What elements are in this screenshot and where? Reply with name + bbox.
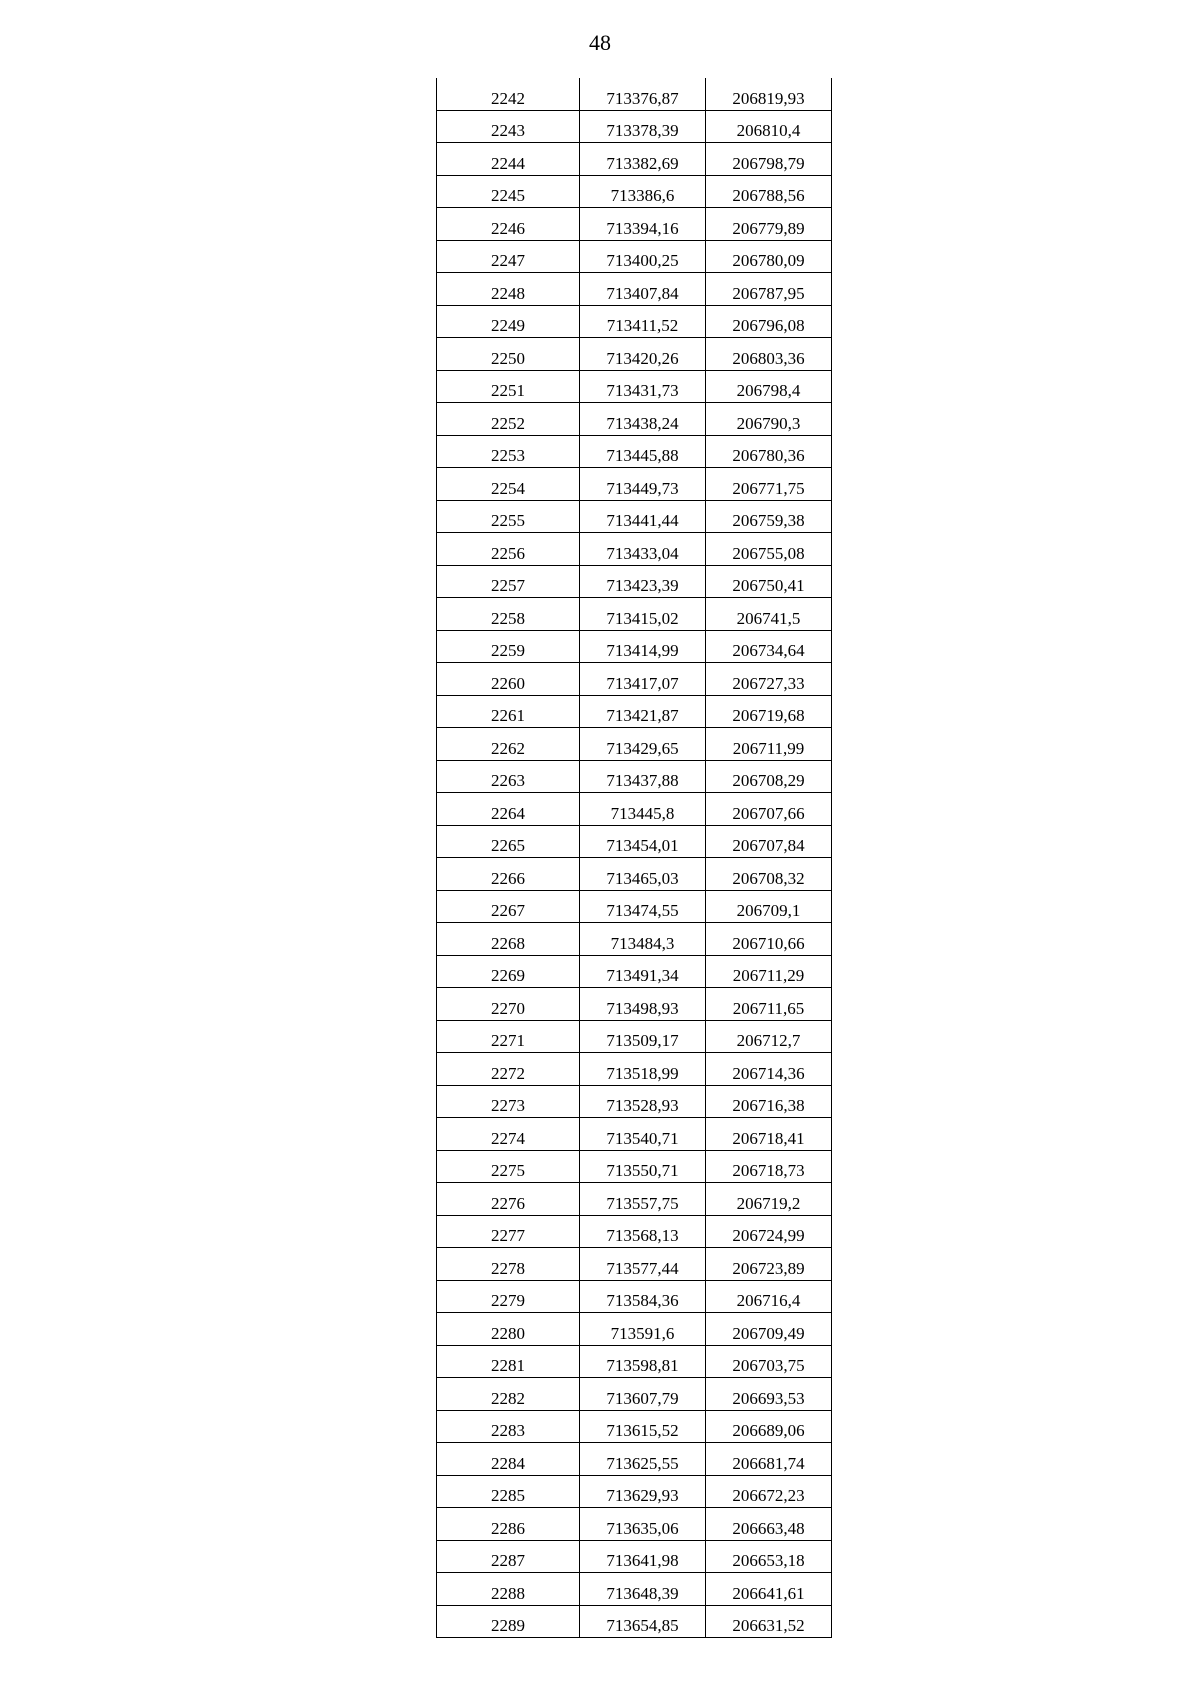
table-row <box>437 435 832 468</box>
point-number-cell: 2262 <box>437 728 580 761</box>
point-number-cell: 2270 <box>437 988 580 1021</box>
y-coordinate-cell: 206716,38 <box>706 1085 832 1118</box>
x-coordinate-cell: 713433,04 <box>580 533 706 566</box>
point-number-cell: 2254 <box>437 468 580 501</box>
table-row <box>437 403 832 436</box>
y-coordinate-cell: 206798,79 <box>706 143 832 176</box>
point-number-cell: 2279 <box>437 1280 580 1313</box>
y-coordinate-cell: 206719,2 <box>706 1183 832 1216</box>
point-number-cell: 2252 <box>437 403 580 436</box>
y-coordinate-cell: 206711,65 <box>706 988 832 1021</box>
table-row <box>437 1345 832 1378</box>
point-number-cell: 2272 <box>437 1053 580 1086</box>
point-number-cell: 2278 <box>437 1248 580 1281</box>
y-coordinate-cell: 206718,41 <box>706 1118 832 1151</box>
y-coordinate-cell: 206711,29 <box>706 955 832 988</box>
point-number-cell: 2271 <box>437 1020 580 1053</box>
y-coordinate-cell: 206708,29 <box>706 760 832 793</box>
y-coordinate-cell: 206703,75 <box>706 1345 832 1378</box>
table-row <box>437 890 832 923</box>
y-coordinate-cell: 206819,93 <box>706 78 832 110</box>
table-row <box>437 598 832 631</box>
table-row <box>437 565 832 598</box>
y-coordinate-cell: 206718,73 <box>706 1150 832 1183</box>
table-row <box>437 1150 832 1183</box>
point-number-cell: 2276 <box>437 1183 580 1216</box>
x-coordinate-cell: 713625,55 <box>580 1443 706 1476</box>
table-row <box>437 1215 832 1248</box>
table-row <box>437 1313 832 1346</box>
x-coordinate-cell: 713474,55 <box>580 890 706 923</box>
x-coordinate-cell: 713509,17 <box>580 1020 706 1053</box>
table-row <box>437 1280 832 1313</box>
point-number-cell: 2256 <box>437 533 580 566</box>
x-coordinate-cell: 713648,39 <box>580 1573 706 1606</box>
table-row <box>437 1248 832 1281</box>
table-row <box>437 1573 832 1606</box>
y-coordinate-cell: 206780,09 <box>706 240 832 273</box>
y-coordinate-cell: 206714,36 <box>706 1053 832 1086</box>
x-coordinate-cell: 713465,03 <box>580 858 706 891</box>
x-coordinate-cell: 713423,39 <box>580 565 706 598</box>
table-row <box>437 1443 832 1476</box>
x-coordinate-cell: 713437,88 <box>580 760 706 793</box>
point-number-cell: 2273 <box>437 1085 580 1118</box>
y-coordinate-cell: 206780,36 <box>706 435 832 468</box>
table-row <box>437 240 832 273</box>
table-row <box>437 338 832 371</box>
x-coordinate-cell: 713411,52 <box>580 305 706 338</box>
y-coordinate-cell: 206724,99 <box>706 1215 832 1248</box>
y-coordinate-cell: 206810,4 <box>706 110 832 143</box>
y-coordinate-cell: 206708,32 <box>706 858 832 891</box>
y-coordinate-cell: 206803,36 <box>706 338 832 371</box>
y-coordinate-cell: 206693,53 <box>706 1378 832 1411</box>
y-coordinate-cell: 206798,4 <box>706 370 832 403</box>
x-coordinate-cell: 713414,99 <box>580 630 706 663</box>
y-coordinate-cell: 206653,18 <box>706 1540 832 1573</box>
x-coordinate-cell: 713400,25 <box>580 240 706 273</box>
x-coordinate-cell: 713441,44 <box>580 500 706 533</box>
y-coordinate-cell: 206788,56 <box>706 175 832 208</box>
point-number-cell: 2260 <box>437 663 580 696</box>
y-coordinate-cell: 206707,66 <box>706 793 832 826</box>
point-number-cell: 2259 <box>437 630 580 663</box>
point-number-cell: 2257 <box>437 565 580 598</box>
point-number-cell: 2281 <box>437 1345 580 1378</box>
y-coordinate-cell: 206723,89 <box>706 1248 832 1281</box>
point-number-cell: 2285 <box>437 1475 580 1508</box>
y-coordinate-cell: 206787,95 <box>706 273 832 306</box>
x-coordinate-cell: 713584,36 <box>580 1280 706 1313</box>
y-coordinate-cell: 206709,49 <box>706 1313 832 1346</box>
y-coordinate-cell: 206716,4 <box>706 1280 832 1313</box>
x-coordinate-cell: 713438,24 <box>580 403 706 436</box>
y-coordinate-cell: 206727,33 <box>706 663 832 696</box>
point-number-cell: 2251 <box>437 370 580 403</box>
table-row <box>437 175 832 208</box>
x-coordinate-cell: 713641,98 <box>580 1540 706 1573</box>
x-coordinate-cell: 713484,3 <box>580 923 706 956</box>
x-coordinate-cell: 713598,81 <box>580 1345 706 1378</box>
y-coordinate-cell: 206759,38 <box>706 500 832 533</box>
table-row <box>437 1475 832 1508</box>
table-row <box>437 728 832 761</box>
y-coordinate-cell: 206790,3 <box>706 403 832 436</box>
x-coordinate-cell: 713420,26 <box>580 338 706 371</box>
point-number-cell: 2277 <box>437 1215 580 1248</box>
y-coordinate-cell: 206672,23 <box>706 1475 832 1508</box>
x-coordinate-cell: 713431,73 <box>580 370 706 403</box>
table-row <box>437 208 832 241</box>
point-number-cell: 2263 <box>437 760 580 793</box>
x-coordinate-cell: 713417,07 <box>580 663 706 696</box>
point-number-cell: 2247 <box>437 240 580 273</box>
x-coordinate-cell: 713376,87 <box>580 78 706 110</box>
table-row <box>437 1118 832 1151</box>
point-number-cell: 2258 <box>437 598 580 631</box>
point-number-cell: 2282 <box>437 1378 580 1411</box>
y-coordinate-cell: 206689,06 <box>706 1410 832 1443</box>
table-row <box>437 955 832 988</box>
x-coordinate-cell: 713550,71 <box>580 1150 706 1183</box>
table-row <box>437 370 832 403</box>
x-coordinate-cell: 713540,71 <box>580 1118 706 1151</box>
x-coordinate-cell: 713654,85 <box>580 1605 706 1638</box>
x-coordinate-cell: 713445,88 <box>580 435 706 468</box>
table-row <box>437 273 832 306</box>
point-number-cell: 2286 <box>437 1508 580 1541</box>
table-row <box>437 110 832 143</box>
x-coordinate-cell: 713607,79 <box>580 1378 706 1411</box>
point-number-cell: 2287 <box>437 1540 580 1573</box>
x-coordinate-cell: 713577,44 <box>580 1248 706 1281</box>
point-number-cell: 2253 <box>437 435 580 468</box>
point-number-cell: 2249 <box>437 305 580 338</box>
table-row <box>437 1053 832 1086</box>
table-row <box>437 1605 832 1638</box>
table-row <box>437 1085 832 1118</box>
x-coordinate-cell: 713518,99 <box>580 1053 706 1086</box>
y-coordinate-cell: 206641,61 <box>706 1573 832 1606</box>
y-coordinate-cell: 206734,64 <box>706 630 832 663</box>
point-number-cell: 2275 <box>437 1150 580 1183</box>
y-coordinate-cell: 206681,74 <box>706 1443 832 1476</box>
y-coordinate-cell: 206712,7 <box>706 1020 832 1053</box>
table-row <box>437 923 832 956</box>
point-number-cell: 2284 <box>437 1443 580 1476</box>
y-coordinate-cell: 206796,08 <box>706 305 832 338</box>
point-number-cell: 2267 <box>437 890 580 923</box>
point-number-cell: 2265 <box>437 825 580 858</box>
x-coordinate-cell: 713568,13 <box>580 1215 706 1248</box>
table-row <box>437 663 832 696</box>
point-number-cell: 2280 <box>437 1313 580 1346</box>
table-row <box>437 78 832 110</box>
x-coordinate-cell: 713429,65 <box>580 728 706 761</box>
y-coordinate-cell: 206631,52 <box>706 1605 832 1638</box>
x-coordinate-cell: 713449,73 <box>580 468 706 501</box>
coordinates-table <box>436 78 832 1638</box>
y-coordinate-cell: 206709,1 <box>706 890 832 923</box>
x-coordinate-cell: 713491,34 <box>580 955 706 988</box>
y-coordinate-cell: 206779,89 <box>706 208 832 241</box>
x-coordinate-cell: 713445,8 <box>580 793 706 826</box>
table-row <box>437 695 832 728</box>
table-row <box>437 1410 832 1443</box>
point-number-cell: 2255 <box>437 500 580 533</box>
table-row <box>437 1508 832 1541</box>
y-coordinate-cell: 206771,75 <box>706 468 832 501</box>
x-coordinate-cell: 713528,93 <box>580 1085 706 1118</box>
point-number-cell: 2288 <box>437 1573 580 1606</box>
table-row <box>437 1378 832 1411</box>
x-coordinate-cell: 713421,87 <box>580 695 706 728</box>
point-number-cell: 2246 <box>437 208 580 241</box>
point-number-cell: 2248 <box>437 273 580 306</box>
x-coordinate-cell: 713629,93 <box>580 1475 706 1508</box>
x-coordinate-cell: 713382,69 <box>580 143 706 176</box>
point-number-cell: 2245 <box>437 175 580 208</box>
x-coordinate-cell: 713557,75 <box>580 1183 706 1216</box>
point-number-cell: 2264 <box>437 793 580 826</box>
x-coordinate-cell: 713635,06 <box>580 1508 706 1541</box>
table-row <box>437 533 832 566</box>
table-row <box>437 858 832 891</box>
point-number-cell: 2244 <box>437 143 580 176</box>
point-number-cell: 2242 <box>437 78 580 110</box>
point-number-cell: 2283 <box>437 1410 580 1443</box>
table-row <box>437 500 832 533</box>
table-row <box>437 988 832 1021</box>
table-row <box>437 1020 832 1053</box>
table-row <box>437 143 832 176</box>
y-coordinate-cell: 206750,41 <box>706 565 832 598</box>
x-coordinate-cell: 713386,6 <box>580 175 706 208</box>
table-row <box>437 468 832 501</box>
table-row <box>437 825 832 858</box>
x-coordinate-cell: 713591,6 <box>580 1313 706 1346</box>
table-row <box>437 1183 832 1216</box>
page-number: 48 <box>589 30 611 55</box>
point-number-cell: 2289 <box>437 1605 580 1638</box>
point-number-cell: 2243 <box>437 110 580 143</box>
table-row <box>437 760 832 793</box>
point-number-cell: 2261 <box>437 695 580 728</box>
table-row <box>437 305 832 338</box>
y-coordinate-cell: 206711,99 <box>706 728 832 761</box>
table-row <box>437 630 832 663</box>
x-coordinate-cell: 713454,01 <box>580 825 706 858</box>
point-number-cell: 2266 <box>437 858 580 891</box>
table-row <box>437 793 832 826</box>
y-coordinate-cell: 206707,84 <box>706 825 832 858</box>
y-coordinate-cell: 206719,68 <box>706 695 832 728</box>
table-row <box>437 1540 832 1573</box>
y-coordinate-cell: 206710,66 <box>706 923 832 956</box>
y-coordinate-cell: 206663,48 <box>706 1508 832 1541</box>
x-coordinate-cell: 713407,84 <box>580 273 706 306</box>
x-coordinate-cell: 713415,02 <box>580 598 706 631</box>
coordinates-table-body <box>437 78 832 1638</box>
x-coordinate-cell: 713615,52 <box>580 1410 706 1443</box>
x-coordinate-cell: 713498,93 <box>580 988 706 1021</box>
point-number-cell: 2250 <box>437 338 580 371</box>
x-coordinate-cell: 713394,16 <box>580 208 706 241</box>
y-coordinate-cell: 206741,5 <box>706 598 832 631</box>
x-coordinate-cell: 713378,39 <box>580 110 706 143</box>
point-number-cell: 2274 <box>437 1118 580 1151</box>
y-coordinate-cell: 206755,08 <box>706 533 832 566</box>
point-number-cell: 2269 <box>437 955 580 988</box>
point-number-cell: 2268 <box>437 923 580 956</box>
